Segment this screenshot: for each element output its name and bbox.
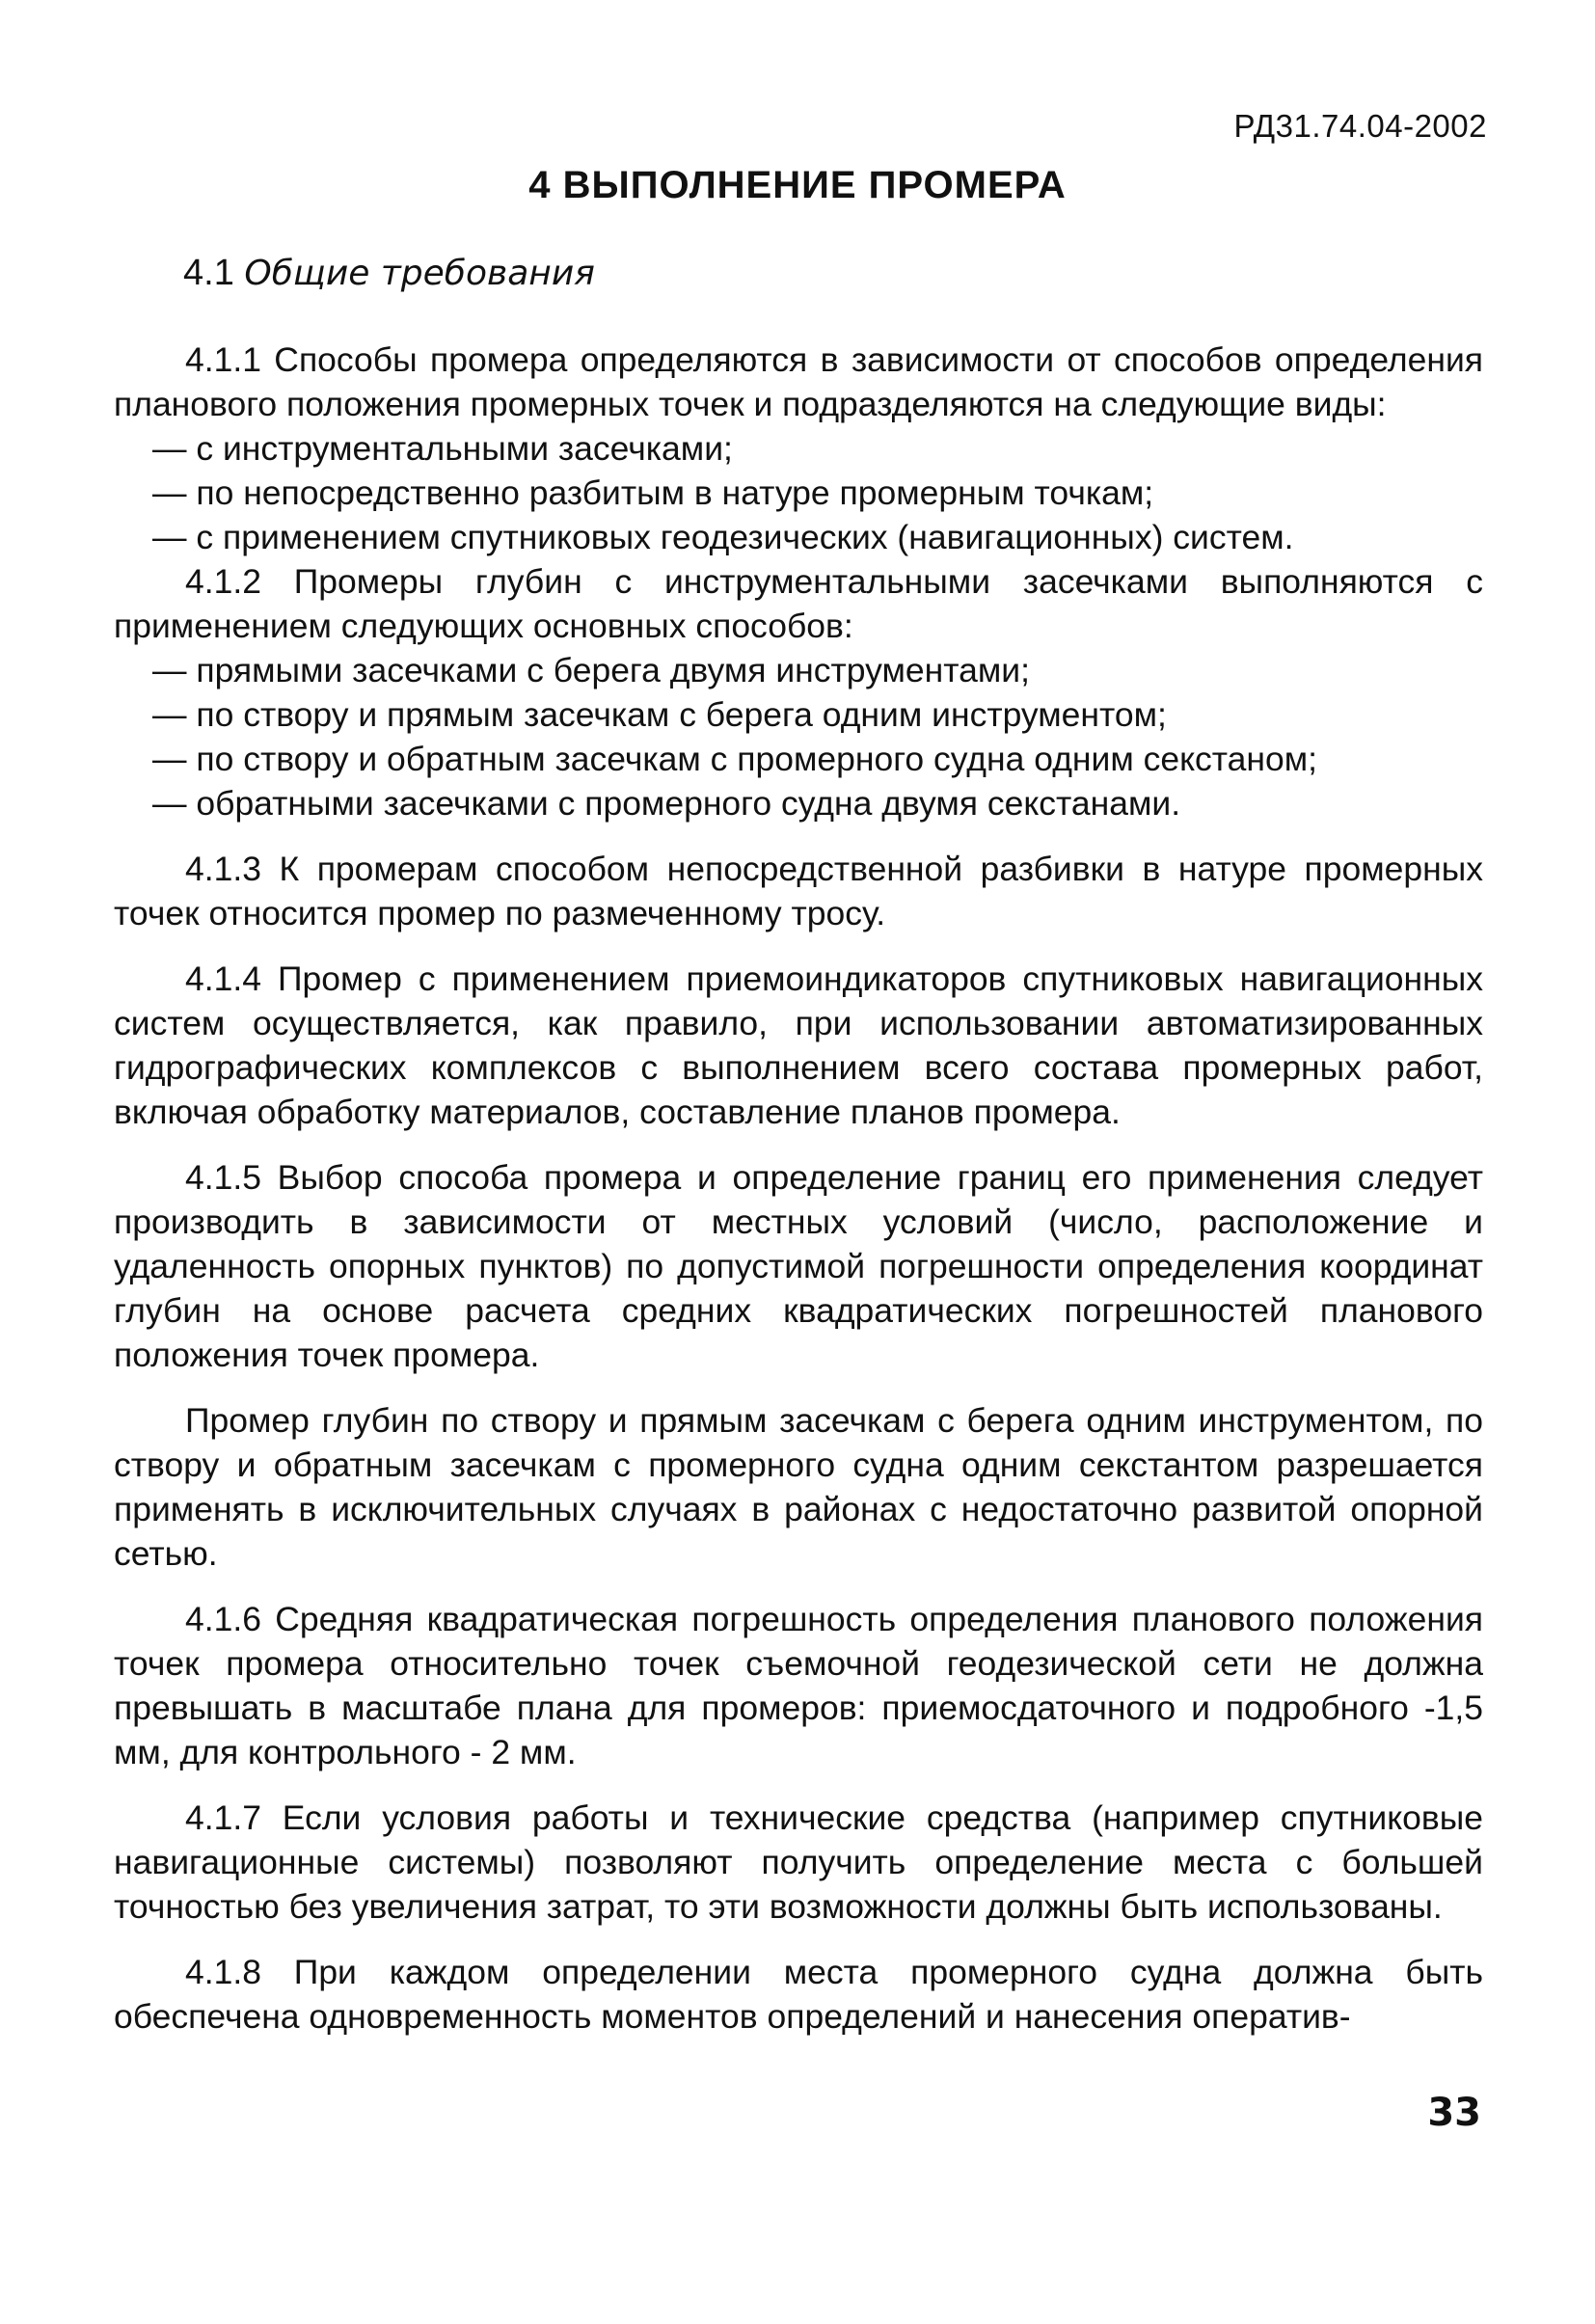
section-title-text: Общие требования xyxy=(244,254,595,293)
paragraph-4-1-5: 4.1.5 Выбор способа промера и определение границ его применения следует производить в зависимости от местных условий (число, расположение и удаленность опорных пунктов) по допустимой погрешности определения координат глубин на основе расчета средних квадратических погрешностей планового положения точек промера. xyxy=(114,1158,1483,1374)
paragraph-4-1-5-continued: Промер глубин по створу и прямым засечкам с берега одним инструментом, по створу и обратным засечкам с промерного судна одним секстантом разрешается применять в исключительных случаях в районах с недостаточно развитой опорной сетью. xyxy=(114,1401,1483,1573)
paragraph-4-1-2: 4.1.2 Промеры глубин с инструментальными засечками выполняются с применением следующих основных способов: xyxy=(114,562,1483,645)
section-title xyxy=(183,253,595,294)
paragraph-4-1-8: 4.1.8 При каждом определении места промерного судна должна быть обеспечена одновременность моментов определений и нанесения оператив- xyxy=(114,1953,1483,2036)
body-text xyxy=(114,338,1483,2039)
paragraph-4-1-1: 4.1.1 Способы промера определяются в зависимости от способов определения планового положения промерных точек и подразделяются на следующие виды: xyxy=(114,340,1483,423)
document-code: РД31.74.04-2002 xyxy=(1233,108,1487,144)
list-item: — по створу и обратным засечкам с промерного судна одним секстаном; xyxy=(152,740,1318,778)
list-item: — по непосредственно разбитым в натуре промерным точкам; xyxy=(152,473,1154,512)
list-item: — по створу и прямым засечкам с берега одним инструментом; xyxy=(152,695,1167,734)
list-item: — обратными засечками с промерного судна двумя секстанами. xyxy=(152,784,1181,823)
chapter-title: 4 ВЫПОЛНЕНИЕ ПРОМЕРА xyxy=(528,164,1067,206)
list-item: — прямыми засечками с берега двумя инструментами; xyxy=(152,651,1030,689)
paragraph-4-1-4: 4.1.4 Промер с применением приемоиндикаторов спутниковых навигационных систем осуществляется, как правило, при использовании автоматизированных гидрографических комплексов с выполнением всего состава промерных работ, включая обработку материалов, составление планов промера. xyxy=(114,959,1483,1131)
paragraph-4-1-3: 4.1.3 К промерам способом непосредственной разбивки в натуре промерных точек относится промер по размеченному тросу. xyxy=(114,850,1483,932)
paragraph-4-1-6: 4.1.6 Средняя квадратическая погрешность определения планового положения точек промера относительно точек съемочной геодезической сети не должна превышать в масштабе плана для промеров: приемосдаточного и подробного -1,5 мм, для контрольного - 2 мм. xyxy=(114,1600,1483,1771)
page-number: 33 xyxy=(1427,2091,1481,2135)
list-item: — с применением спутниковых геодезических (навигационных) систем. xyxy=(152,518,1294,556)
section-number: 4.1 xyxy=(183,253,234,293)
paragraph-4-1-7: 4.1.7 Если условия работы и технические средства (например спутниковые навигационные системы) позволяют получить определение места с большей точностью без увеличения затрат, то эти возможности должны быть использованы. xyxy=(114,1798,1483,1926)
list-item: — с инструментальными засечками; xyxy=(152,429,733,468)
